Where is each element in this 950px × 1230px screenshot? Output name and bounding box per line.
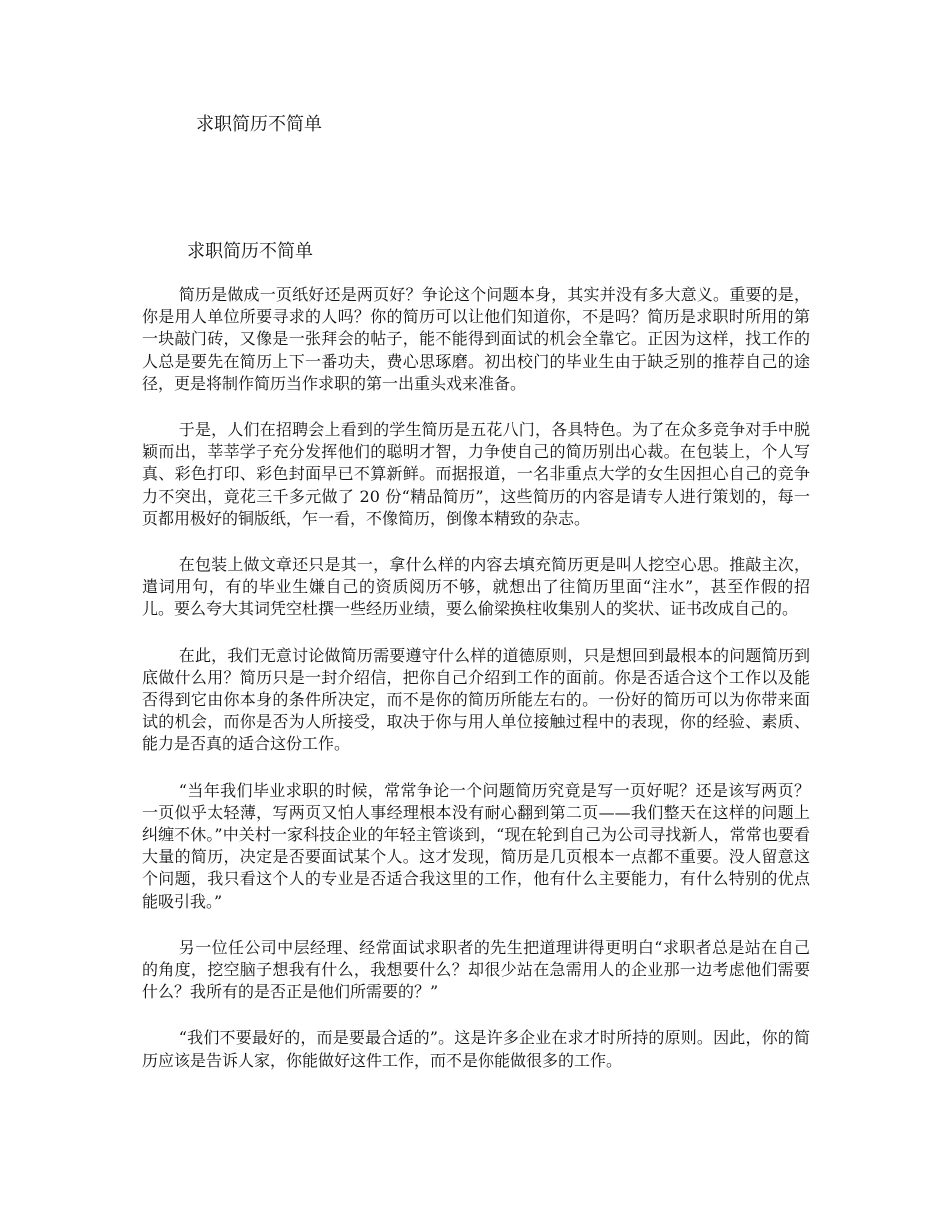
paragraph: 在包装上做文章还只是其一，拿什么样的内容去填充简历更是叫人挖空心思。推敲主次，遣词用句，有的毕业生嫌自己的资质阅历不够，就想出了往简历里面“注水”，甚至作假的招儿。要么夸大其词凭空杜撰一些经历业绩，要么偷梁换柱收集别人的奖状、证书改成自己的。: [142, 555, 810, 619]
paragraph: “我们不要最好的，而是要最合适的”。这是许多企业在求才时所持的原则。因此，你的简历应该是告诉人家，你能做好这件工作，而不是你能做很多的工作。: [142, 1028, 810, 1070]
paragraph: 简历是做成一页纸好还是两页好？争论这个问题本身，其实并没有多大意义。重要的是，你是用人单位所要寻求的人吗？你的简历可以让他们知道你，不是吗？简历是求职时所用的第一块敲门砖，又像是一张拜会的帖子，能不能得到面试的机会全靠它。正因为这样，找工作的人总是要先在简历上下一番功夫，费心思琢磨。初出校门的毕业生由于缺乏别的推荐自己的途径，更是将制作简历当作求职的第一出重头戏来准备。: [142, 285, 810, 393]
article-heading: 求职简历不简单: [187, 241, 313, 262]
article-body: [142, 284, 810, 1096]
paragraph: “当年我们毕业求职的时候，常常争论一个问题简历究竟是写一页好呢？还是该写两页？一页似乎太轻薄，写两页又怕人事经理根本没有耐心翻到第二页——我们整天在这样的问题上纠缠不休。”中关村一家科技企业的年轻主管谈到，“现在轮到自己为公司寻找新人，常常也要看大量的简历，决定是否要面试某个人。这才发现，简历是几页根本一点都不重要。没人留意这个问题，我只看这个人的专业是否适合我这里的工作，他有什么主要能力，有什么特别的优点能吸引我。”: [142, 780, 810, 911]
document-title: 求职简历不简单: [196, 114, 322, 135]
paragraph: 另一位任公司中层经理、经常面试求职者的先生把道理讲得更明白“求职者总是站在自己的角度，挖空脑子想我有什么，我想要什么？却很少站在急需用人的企业那一边考虑他们需要什么？我所有的是否正是他们所需要的？”: [142, 937, 810, 1002]
paragraph: 于是，人们在招聘会上看到的学生简历是五花八门，各具特色。为了在众多竞争对手中脱颖而出，莘莘学子充分发挥他们的聪明才智，力争使自己的简历别出心裁。在包装上，个人写真、彩色打印、彩色封面早已不算新鲜。而据报道，一名非重点大学的女生因担心自己的竞争力不突出，竟花三千多元做了 20 份“精品简历”，这些简历的内容是请专人进行策划的，每一页都用极好的铜版纸，乍一看，不像简历，倒像本精致的杂志。: [142, 420, 810, 528]
paragraph: 在此，我们无意讨论做简历需要遵守什么样的道德原则，只是想回到最根本的问题简历到底做什么用？简历只是一封介绍信，把你自己介绍到工作的面前。你是否适合这个工作以及能否得到它由你本身的条件所决定，而不是你的简历所能左右的。一份好的简历可以为你带来面试的机会，而你是否为人所接受，取决于你与用人单位接触过程中的表现，你的经验、素质、能力是否真的适合这份工作。: [142, 645, 810, 754]
